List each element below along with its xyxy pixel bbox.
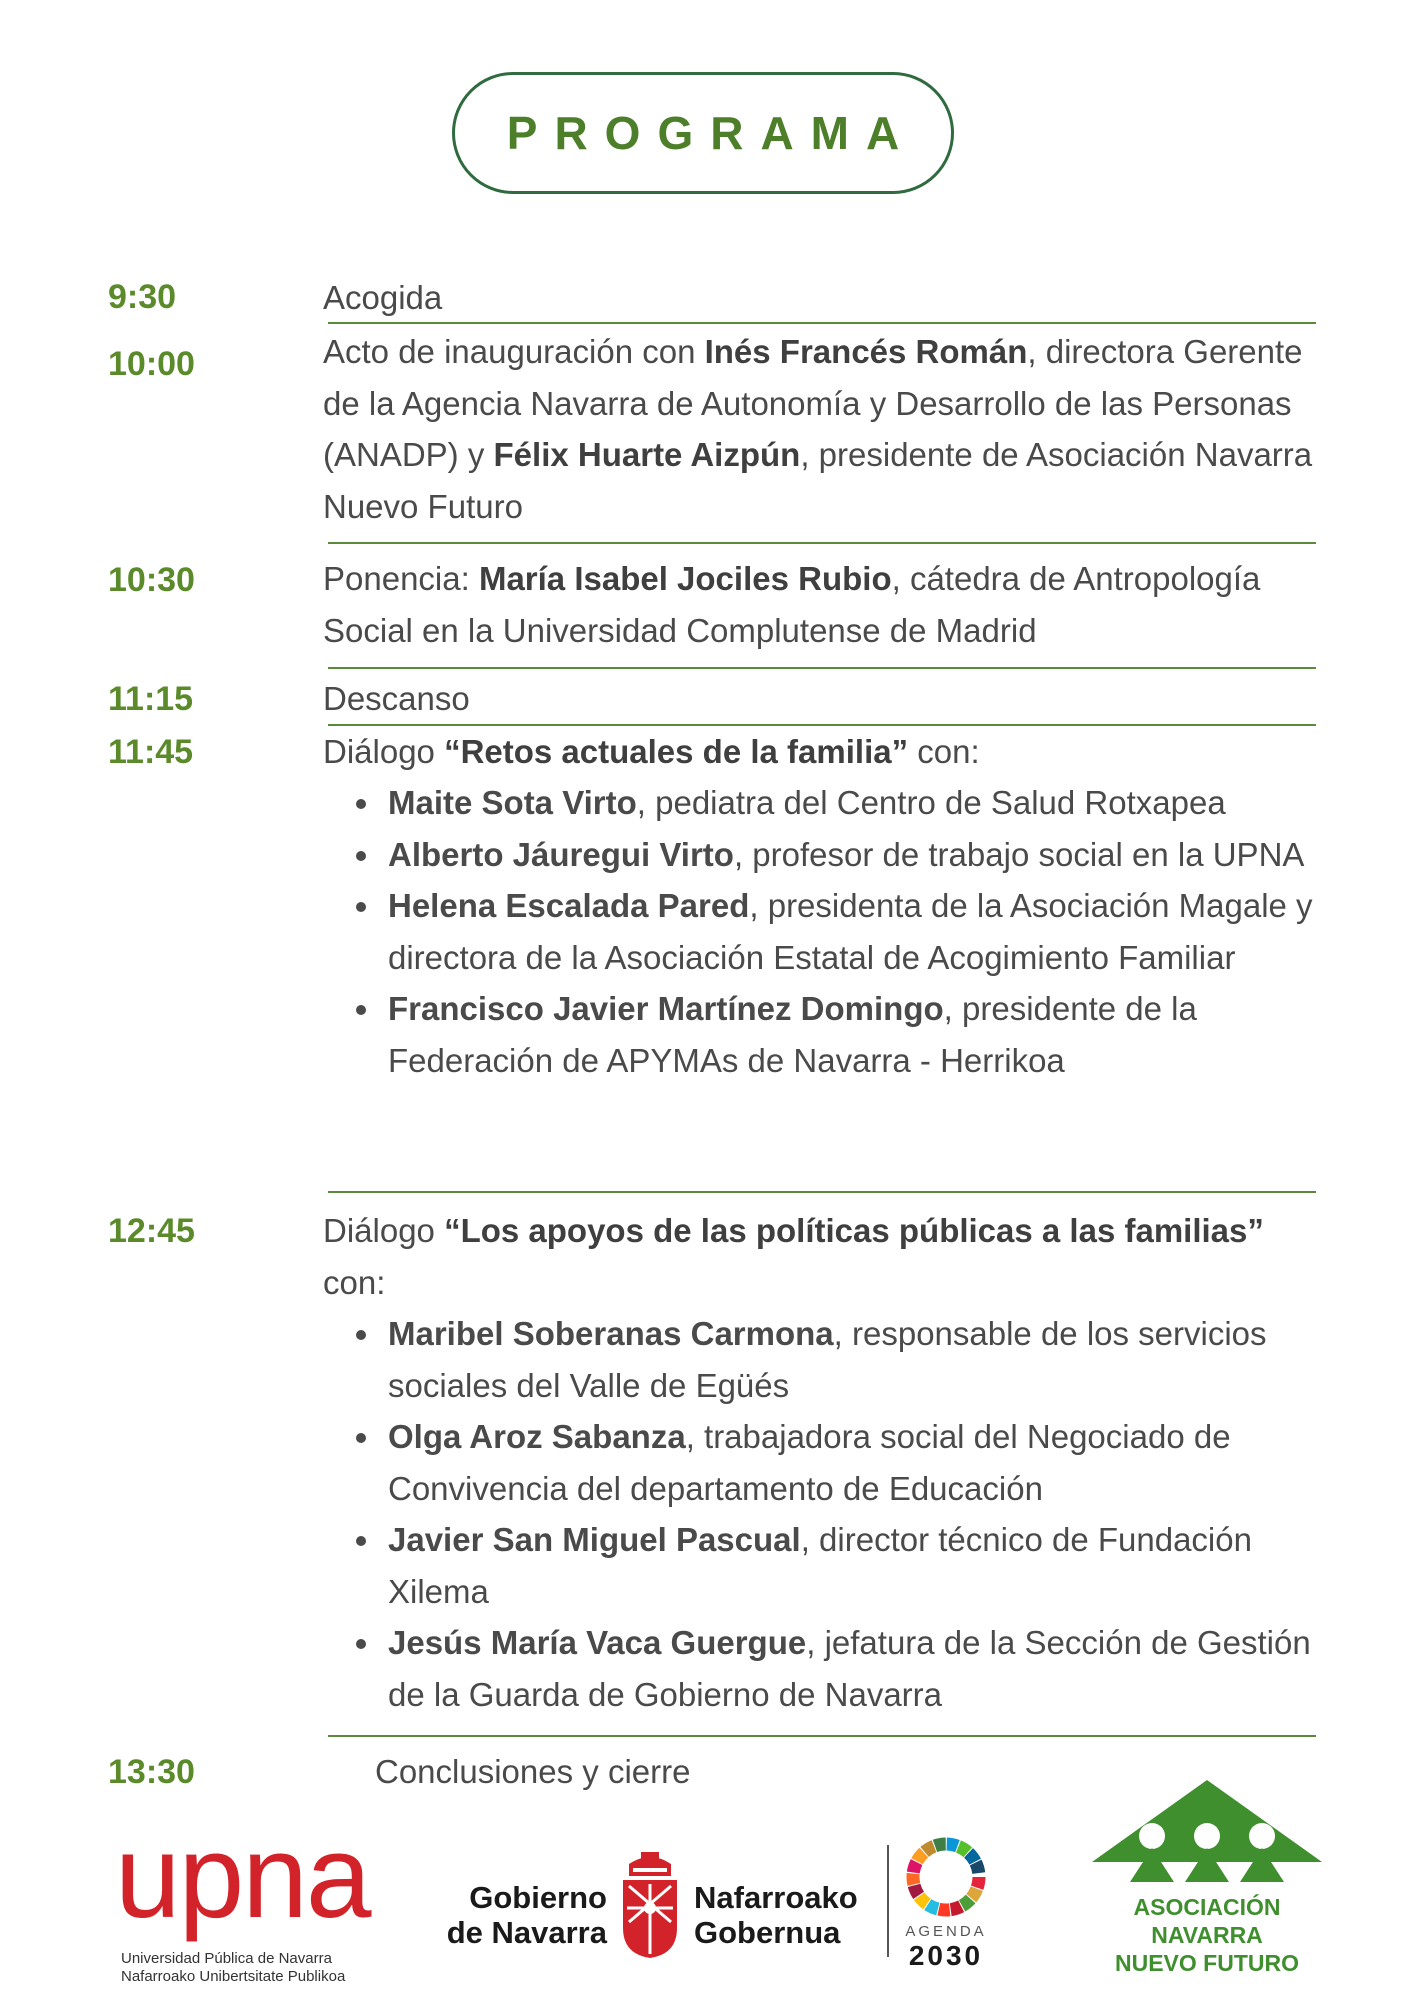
anf-line-2: NUEVO FUTURO (1115, 1950, 1299, 1976)
item-cierre: Conclusiones y cierre (375, 1753, 691, 1790)
item-ponencia: Ponencia: María Isabel Jociles Rubio, cátedra de Antropología Social en la Universidad Complutense de Madrid (323, 560, 1261, 649)
asociacion-nuevo-futuro-logo (1082, 1778, 1332, 1977)
list-item: Alberto Jáuregui Virto, profesor de trabajo social en la UPNA (348, 829, 1328, 881)
item-descanso: Descanso (323, 680, 470, 717)
time-1330: 13:30 (108, 1753, 195, 1791)
upna-logo (115, 1811, 370, 1986)
agenda-2030-logo (905, 1836, 987, 1972)
divider (328, 542, 1316, 544)
title-pill (452, 72, 954, 194)
upna-subtitle-1: Universidad Pública de Navarra (121, 1950, 332, 1967)
houses-people-icon (1082, 1778, 1332, 1888)
participants-list-1 (348, 777, 1328, 1086)
item-dialogo-retos: Diálogo “Retos actuales de la familia” con: (323, 733, 980, 770)
divider (328, 322, 1316, 324)
gobierno-line-1: Gobierno (469, 1880, 607, 1915)
time-1115: 11:15 (108, 680, 194, 718)
time-1145: 11:45 (108, 733, 194, 771)
anf-line-1: ASOCIACIÓN NAVARRA (1133, 1894, 1281, 1948)
item-acogida: Acogida (323, 279, 443, 316)
agenda-label: AGENDA (905, 1923, 987, 1940)
nafarroako-line-2: Gobernua (694, 1915, 841, 1950)
list-item: Maribel Soberanas Carmona, responsable de los servicios sociales del Valle de Egüés (348, 1308, 1328, 1411)
upna-subtitle-2: Nafarroako Unibertsitate Publikoa (121, 1968, 346, 1985)
agenda-year: 2030 (908, 1940, 984, 1971)
gobierno-line-2: de Navarra (446, 1915, 607, 1950)
time-1245: 12:45 (108, 1212, 195, 1250)
list-item: Francisco Javier Martínez Domingo, presidente de la Federación de APYMAs de Navarra - Herrikoa (348, 983, 1328, 1086)
logo-divider (887, 1845, 889, 1957)
divider (328, 1191, 1316, 1193)
sdg-wheel-icon (905, 1836, 987, 1918)
item-dialogo-apoyos: Diálogo “Los apoyos de las políticas públicas a las familias” con: (323, 1212, 1264, 1301)
nafarroako-line-1: Nafarroako (694, 1880, 858, 1915)
upna-wordmark: upna (115, 1811, 370, 1943)
list-item: Javier San Miguel Pascual, director técnico de Fundación Xilema (348, 1514, 1328, 1617)
gobierno-navarra-logo (442, 1880, 862, 1960)
page-title: PROGRAMA (506, 107, 917, 159)
time-0930: 9:30 (108, 278, 177, 316)
list-item: Jesús María Vaca Guergue, jefatura de la Sección de Gestión de la Guarda de Gobierno de Navarra (348, 1617, 1328, 1720)
list-item: Helena Escalada Pared, presidenta de la Asociación Magale y directora de la Asociación Estatal de Acogimiento Familiar (348, 880, 1328, 983)
divider (328, 1735, 1316, 1737)
navarra-shield-icon (619, 1850, 681, 1960)
divider (328, 667, 1316, 669)
list-item: Olga Aroz Sabanza, trabajadora social del Negociado de Convivencia del departamento de Educación (348, 1411, 1328, 1514)
list-item: Maite Sota Virto, pediatra del Centro de Salud Rotxapea (348, 777, 1328, 829)
item-inauguracion: Acto de inauguración con Inés Francés Román, directora Gerente de la Agencia Navarra de Autonomía y Desarrollo de las Personas (ANADP) y Félix Huarte Aizpún, presidente de Asociación Navarra Nuevo Futuro (323, 333, 1313, 525)
time-1030: 10:30 (108, 561, 195, 599)
participants-list-2 (348, 1308, 1328, 1720)
time-1000: 10:00 (108, 345, 195, 383)
